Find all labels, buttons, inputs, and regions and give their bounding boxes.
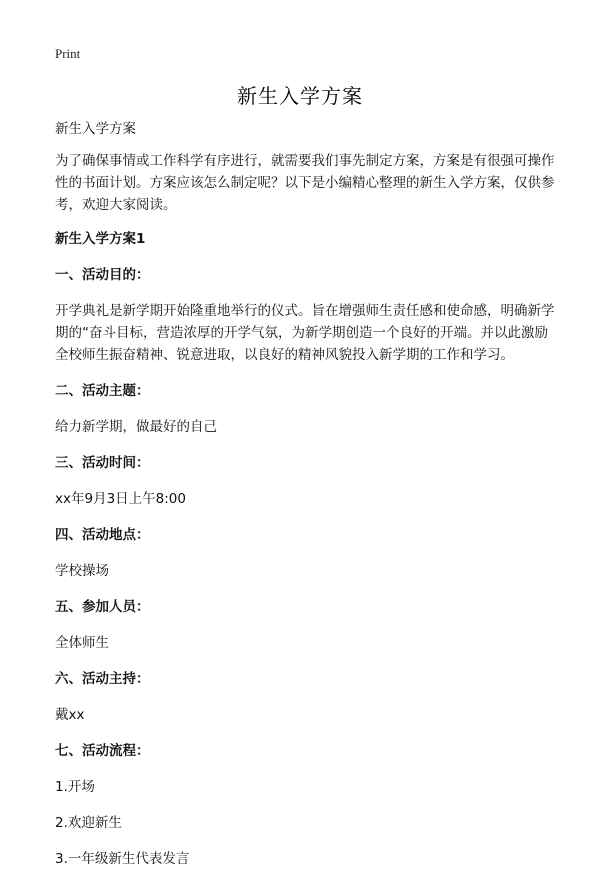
section-heading-purpose: 一、活动目的：: [55, 267, 150, 283]
document-body: [55, 118, 555, 884]
print-label: Print: [55, 46, 81, 61]
section-body-location: 学校操场: [55, 563, 109, 579]
document-subtitle: 新生入学方案: [55, 121, 136, 137]
flow-item: 3.一年级新生代表发言: [55, 851, 190, 867]
section-heading-host: 六、活动主持：: [55, 671, 150, 687]
section-body-purpose: 开学典礼是新学期开始隆重地举行的仪式。旨在增强师生责任感和使命感，明确新学期的“奋斗目标，营造浓厚的开学气氛，为新学期创造一个良好的开端。并以此激励全校师生振奋精神、锐意进取，以良好的精神风貌投入新学期的工作和学习。: [55, 303, 555, 363]
section-heading-location: 四、活动地点：: [55, 527, 150, 543]
section-heading-time: 三、活动时间：: [55, 455, 150, 471]
section-body-participants: 全体师生: [55, 635, 109, 651]
section-heading-participants: 五、参加人员：: [55, 599, 150, 615]
plan-heading: 新生入学方案1: [55, 231, 146, 247]
flow-item: 2.欢迎新生: [55, 815, 122, 831]
section-body-theme: 给力新学期，做最好的自己: [55, 419, 217, 435]
intro-paragraph: 为了确保事情或工作科学有序进行，就需要我们事先制定方案，方案是有很强可操作性的书面计划。方案应该怎么制定呢？以下是小编精心整理的新生入学方案，仅供参考，欢迎大家阅读。: [55, 153, 555, 213]
section-body-time: xx年9月3日上午8:00: [55, 491, 186, 507]
section-heading-theme: 二、活动主题：: [55, 383, 150, 399]
document-title: 新生入学方案: [237, 84, 363, 108]
flow-item: 1.开场: [55, 779, 95, 795]
section-heading-flow: 七、活动流程：: [55, 743, 150, 759]
section-body-host: 戴xx: [55, 707, 85, 723]
